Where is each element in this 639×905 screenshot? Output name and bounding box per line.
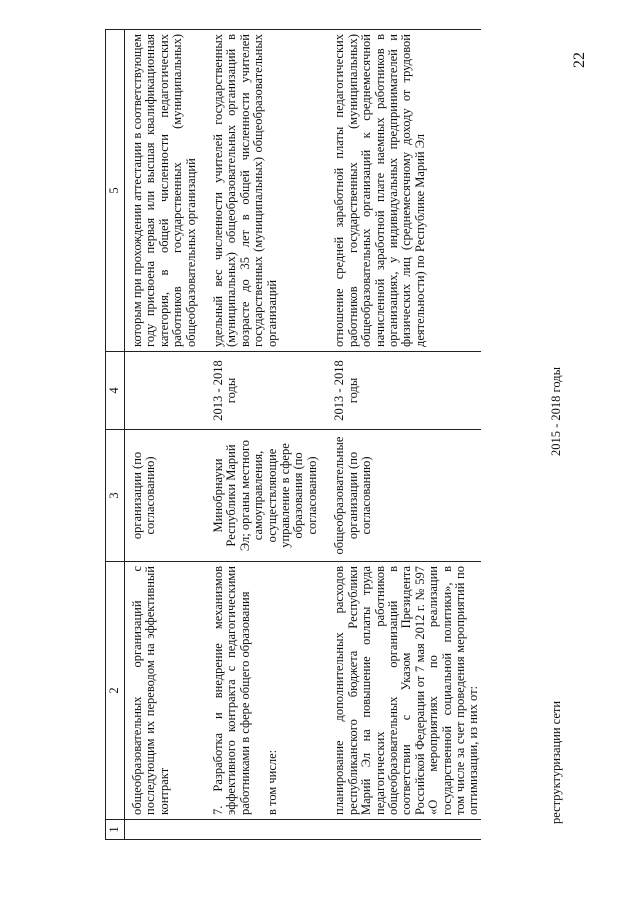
row3-col3-text: общеобразовательные организации (по согласованию) [332, 436, 374, 555]
row2-col3-text: Минобрнауки Республики Марий Эл; органы местного самоуправления, осуществляющие управление в сфере образования (по согласованию) [211, 439, 319, 552]
measures-table [105, 29, 481, 840]
row3-col5 [333, 30, 480, 352]
header-col-5: 5 [106, 30, 125, 352]
row3-col4-text: 2013 - 2018 годы [332, 360, 360, 421]
row1-col3 [125, 430, 199, 562]
row2-col2-subtext: в том числе: [265, 749, 280, 815]
row2-col3 [212, 430, 319, 562]
row1-col1 [125, 820, 199, 840]
row1-col3-text: организации (по согласованию) [130, 451, 158, 540]
row3-col5-text: отношение средней заработной платы педагогических работников государственных (муниципальных) общеобразовательных организаций к среднемесячной начисленной заработной плате наемных работников в организациях, у индивидуальных предпринимателей и физических лиц (среднемесячному доходу от трудовой деятельности) по Республике Марий Эл [332, 34, 427, 347]
row3-col2 [333, 562, 480, 820]
row3-col2-text: планирование дополнительных расходов республиканского бюджета Республики Марий Эл на повышение оплаты труда педагогических работников общеобразовательных организаций в соответствии с Указом Президента Российской Федерации от 7 мая 2012 г. № 597 «О мероприятиях по реализации государственной социальной политики», в том числе за счет проведения мероприятий по оптимизации, из них от: [332, 566, 481, 815]
row2-col5-text: удельный вес численности учителей государственных (муниципальных) общеобразовательных организаций в возрасте до 35 лет в общей численности учителей государственных (муниципальных) общеобразовательных организаций [211, 34, 279, 347]
row2-col4-text: 2013 - 2018 годы [211, 360, 239, 421]
page-number-text: 22 [571, 52, 588, 68]
header-col-3: 3 [106, 430, 125, 562]
row3-col3 [333, 430, 480, 562]
row2-col1 [212, 820, 319, 840]
row1-col2-text: общеобразовательных организаций с последующим их переводом на эффективный контракт [130, 566, 171, 815]
row2-col2 [212, 562, 319, 820]
tail-col2-text: реструктуризации сети [549, 700, 563, 824]
row3-col1 [333, 820, 480, 840]
row1-col4 [125, 352, 199, 430]
row3-col4 [333, 352, 480, 430]
row1-col5 [125, 30, 199, 352]
row1-col5-text: которым при прохождении аттестации в соответствующем году присвоена первая или высшая квалификационная категория, в общей численности педагогических работников государственных (муниципальных) общеобразовательных организаций [130, 34, 198, 347]
row2-col5 [212, 30, 319, 352]
table-row [212, 30, 319, 840]
row2-col2-text: 7. Разработка и внедрение механизмов эффективного контракта с педагогическими работниками в сфере общего образования [211, 566, 252, 815]
table-row [125, 30, 199, 840]
table-header-row [106, 30, 125, 840]
table-row [333, 30, 480, 840]
header-col-4: 4 [106, 352, 125, 430]
tail-col4-text: 2015 - 2018 годы [549, 366, 563, 456]
row1-col2 [125, 562, 199, 820]
row2-col4 [212, 352, 319, 430]
rotated-table-area [105, 30, 575, 840]
header-col-2: 2 [106, 562, 125, 820]
header-col-1: 1 [106, 820, 125, 840]
